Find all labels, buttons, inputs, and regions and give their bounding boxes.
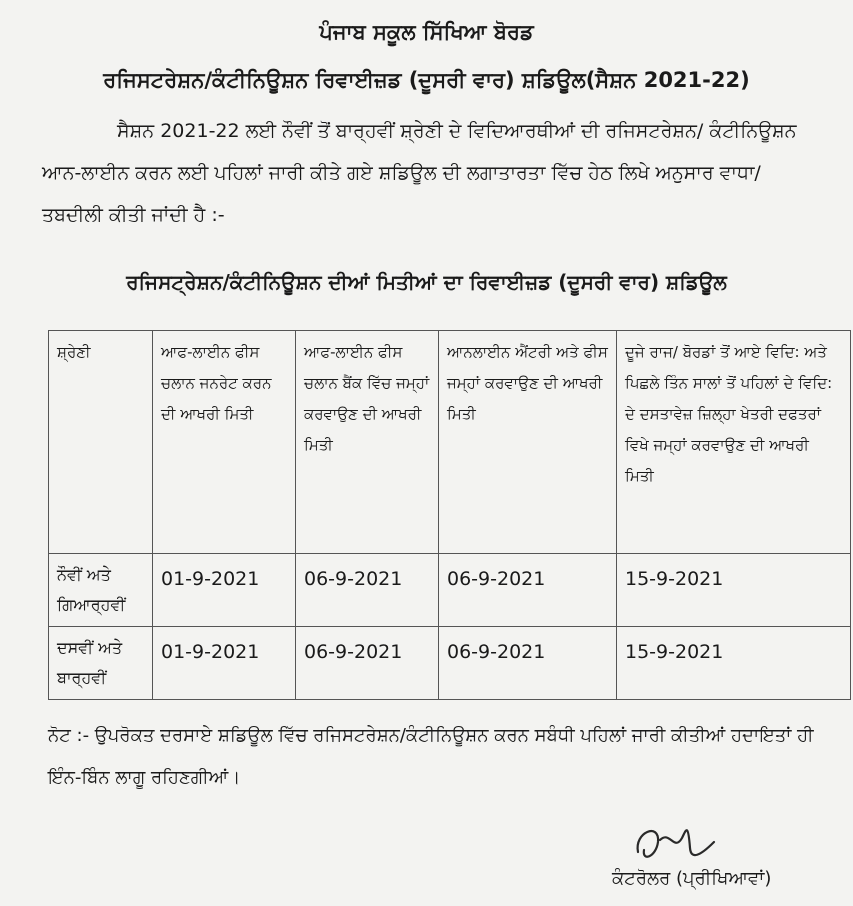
date-cell: 01-9-2021 — [153, 627, 296, 700]
date-cell: 06-9-2021 — [296, 627, 439, 700]
table-heading: ਰਜਿਸਟ੍ਰੇਸ਼ਨ/ਕੰਟੀਨਿਊਸ਼ਨ ਦੀਆਂ ਮਿਤੀਆਂ ਦਾ ਰਿਵਾਈਜ਼ਡ (ਦੂਸਰੀ ਵਾਰ) ਸ਼ਡਿਊਲ — [126, 270, 727, 294]
board-title: ਪੰਜਾਬ ਸਕੂਲ ਸਿੱਖਿਆ ਬੋਰਡ — [319, 20, 534, 44]
header-documents-submission: ਦੂਜੇ ਰਾਜ/ ਬੋਰਡਾਂ ਤੋਂ ਆਏ ਵਿਦਿ: ਅਤੇ ਪਿਛਲੇ ਤਿੰਨ ਸਾਲਾਂ ਤੋਂ ਪਹਿਲਾਂ ਦੇ ਵਿਦਿ: ਦੇ ਦਸਤਾਵੇਜ਼ ਜ਼ਿਲ੍ਹਾ ਖੇਤਰੀ ਦਫਤਰਾਂ ਵਿਖੇ ਜਮ੍ਹਾਂ ਕਰਵਾਉਣ ਦੀ ਆਖਰੀ ਮਿਤੀ — [617, 331, 851, 554]
row-class: ਦਸਵੀਂ ਅਤੇ ਬਾਰ੍ਹਵੀਂ — [49, 627, 153, 700]
date-cell: 01-9-2021 — [153, 554, 296, 627]
table-header-row — [49, 331, 851, 554]
schedule-table — [48, 330, 851, 700]
date-cell: 06-9-2021 — [439, 627, 617, 700]
date-cell: 15-9-2021 — [617, 554, 851, 627]
row-class: ਨੌਵੀਂ ਅਤੇ ਗਿਆਰ੍ਹਵੀਂ — [49, 554, 153, 627]
handwritten-signature — [630, 812, 720, 874]
note-text: ਨੋਟ :- ਉਪਰੋਕਤ ਦਰਸਾਏ ਸ਼ਡਿਊਲ ਵਿੱਚ ਰਜਿਸਟਰੇਸ਼ਨ/ਕੰਟੀਨਿਊਸ਼ਨ ਕਰਨ ਸਬੰਧੀ ਪਹਿਲਾਂ ਜਾਰੀ ਕੀਤੀਆਂ ਹਦਾਇਤਾਂ ਹੀ ਇੰਨ-ਬਿੰਨ ਲਾਗੂ ਰਹਿਣਗੀਆਂ। — [48, 725, 814, 788]
intro-paragraph: ਸੈਸ਼ਨ 2021-22 ਲਈ ਨੌਵੀਂ ਤੋਂ ਬਾਰ੍ਹਵੀਂ ਸ਼੍ਰੇਣੀ ਦੇ ਵਿਦਿਆਰਥੀਆਂ ਦੀ ਰਜਿਸਟਰੇਸ਼ਨ/ ਕੰਟੀਨਿਊਸ਼ਨ ਆਨ-ਲਾਈਨ ਕਰਨ ਲਈ ਪਹਿਲਾਂ ਜਾਰੀ ਕੀਤੇ ਗਏ ਸ਼ਡਿਊਲ ਦੀ ਲਗਾਤਾਰਤਾ ਵਿੱਚ ਹੇਠ ਲਿਖੇ ਅਨੁਸਾਰ ਵਾਧਾ/ਤਬਦੀਲੀ ਕੀਤੀ ਜਾਂਦੀ ਹੈ :- — [42, 120, 797, 226]
header-offline-challan-deposit: ਆਫ-ਲਾਈਨ ਫੀਸ ਚਲਾਨ ਬੈਂਕ ਵਿੱਚ ਜਮ੍ਹਾਂ ਕਰਵਾਉਣ ਦੀ ਆਖਰੀ ਮਿਤੀ — [296, 331, 439, 554]
table-row — [49, 554, 851, 627]
schedule-title: ਰਜਿਸਟਰੇਸ਼ਨ/ਕੰਟੀਨਿਊਸ਼ਨ ਰਿਵਾਈਜ਼ਡ (ਦੂਸਰੀ ਵਾਰ) ਸ਼ਡਿਊਲ(ਸੈਸ਼ਨ 2021-22) — [103, 68, 750, 92]
header-offline-challan-generate: ਆਫ-ਲਾਈਨ ਫੀਸ ਚਲਾਨ ਜਨਰੇਟ ਕਰਨ ਦੀ ਆਖਰੀ ਮਿਤੀ — [153, 331, 296, 554]
header-class: ਸ਼੍ਰੇਣੀ — [49, 331, 153, 554]
date-cell: 06-9-2021 — [439, 554, 617, 627]
signatory-label: ਕੰਟਰੋਲਰ (ਪ੍ਰੀਖਿਆਵਾਂ) — [612, 868, 772, 889]
date-cell: 06-9-2021 — [296, 554, 439, 627]
table-row — [49, 627, 851, 700]
header-online-entry-fee: ਆਨਲਾਈਨ ਐਂਟਰੀ ਅਤੇ ਫੀਸ ਜਮ੍ਹਾਂ ਕਰਵਾਉਣ ਦੀ ਆਖਰੀ ਮਿਤੀ — [439, 331, 617, 554]
date-cell: 15-9-2021 — [617, 627, 851, 700]
